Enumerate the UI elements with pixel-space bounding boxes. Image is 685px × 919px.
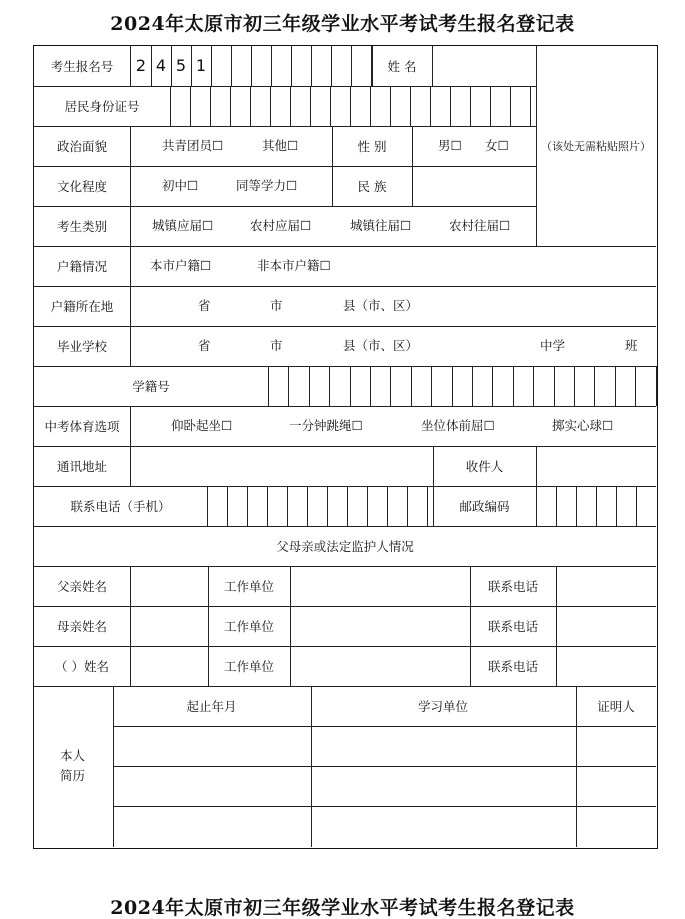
option-female[interactable]: 女☐ bbox=[485, 138, 509, 153]
option-local-hukou[interactable]: 本市户籍☐ bbox=[150, 258, 212, 273]
photo-note: （该处无需粘贴照片） bbox=[541, 140, 651, 153]
option-rope-skipping[interactable]: 一分钟跳绳☐ bbox=[289, 418, 363, 433]
grid-line bbox=[290, 606, 291, 646]
household-label: 户籍情况 bbox=[56, 259, 107, 274]
grid-line bbox=[556, 606, 557, 646]
grid-line bbox=[329, 366, 330, 406]
grid-line bbox=[370, 366, 371, 406]
grid-line bbox=[390, 86, 391, 126]
option-urban-current[interactable]: 城镇应届☐ bbox=[152, 218, 214, 233]
grid-line bbox=[427, 486, 428, 526]
work-unit-label: 工作单位 bbox=[223, 579, 274, 594]
grid-line bbox=[130, 286, 131, 326]
grid-line bbox=[34, 246, 656, 247]
form-title-repeat: 2024年太原市初三年级学业水平考试考生报名登记表 bbox=[110, 897, 575, 919]
grid-line bbox=[470, 86, 471, 126]
father-name-label: 父亲姓名 bbox=[56, 579, 107, 594]
grid-line bbox=[130, 446, 131, 486]
form-title: 2024年太原市初三年级学业水平考试考生报名登记表 bbox=[110, 13, 575, 35]
grid-line bbox=[615, 366, 616, 406]
grid-line bbox=[372, 46, 373, 86]
grid-line bbox=[556, 646, 557, 686]
grid-line bbox=[34, 646, 656, 647]
grid-line bbox=[130, 46, 131, 86]
grid-line bbox=[411, 366, 412, 406]
grid-line bbox=[251, 46, 252, 86]
grid-line bbox=[350, 86, 351, 126]
grid-line bbox=[230, 86, 231, 126]
grid-line bbox=[270, 86, 271, 126]
grid-line bbox=[34, 566, 656, 567]
city-label: 市 bbox=[270, 298, 283, 313]
option-league-member[interactable]: 共青团员☐ bbox=[162, 138, 224, 153]
resume-witness-header: 证明人 bbox=[597, 699, 635, 714]
candidate-type-label: 考生类别 bbox=[56, 219, 107, 234]
grid-line bbox=[311, 686, 312, 847]
grid-line bbox=[207, 486, 208, 526]
grid-line bbox=[171, 46, 172, 86]
pe-option-label: 中考体育选项 bbox=[44, 419, 120, 434]
id-number-label: 居民身份证号 bbox=[64, 99, 140, 114]
grid-line bbox=[307, 486, 308, 526]
grid-line bbox=[291, 46, 292, 86]
name-label: 姓 名 bbox=[387, 59, 417, 74]
grid-line bbox=[130, 326, 131, 366]
grid-line bbox=[34, 366, 656, 367]
grid-line bbox=[370, 86, 371, 126]
grid-line bbox=[450, 86, 451, 126]
grid-line bbox=[290, 566, 291, 606]
grid-line bbox=[351, 46, 352, 86]
grid-line bbox=[510, 86, 511, 126]
grid-line bbox=[208, 566, 209, 606]
postal-code-label: 邮政编码 bbox=[459, 499, 510, 514]
grid-line bbox=[554, 366, 555, 406]
resume-period-header: 起止年月 bbox=[186, 699, 237, 714]
grid-line bbox=[310, 86, 311, 126]
grid-line bbox=[130, 406, 131, 446]
resume-label-line1: 本人 bbox=[60, 748, 86, 763]
province-label: 省 bbox=[198, 338, 211, 353]
option-male[interactable]: 男☐ bbox=[438, 138, 462, 153]
grid-line bbox=[452, 366, 453, 406]
grid-line bbox=[210, 86, 211, 126]
grid-line bbox=[367, 486, 368, 526]
grid-line bbox=[331, 46, 332, 86]
education-label: 文化程度 bbox=[56, 179, 107, 194]
grid-line bbox=[513, 366, 514, 406]
grid-line bbox=[170, 86, 171, 126]
grid-line bbox=[433, 486, 434, 526]
grid-line bbox=[387, 486, 388, 526]
grid-line bbox=[211, 46, 212, 86]
ethnicity-label: 民 族 bbox=[357, 179, 387, 194]
option-rural-current[interactable]: 农村应届☐ bbox=[250, 218, 312, 233]
recipient-label: 收件人 bbox=[465, 459, 504, 474]
grid-line bbox=[390, 366, 391, 406]
grid-line bbox=[330, 86, 331, 126]
grid-line bbox=[151, 46, 152, 86]
grid-line bbox=[432, 46, 433, 86]
grid-line bbox=[656, 366, 657, 406]
grid-line bbox=[130, 566, 131, 606]
grid-line bbox=[113, 726, 656, 727]
grid-line bbox=[130, 606, 131, 646]
grid-line bbox=[530, 86, 531, 126]
grid-line bbox=[208, 646, 209, 686]
grid-line bbox=[191, 46, 192, 86]
grid-line bbox=[287, 486, 288, 526]
grid-line bbox=[130, 126, 131, 166]
grid-line bbox=[470, 646, 471, 686]
mother-name-label: 母亲姓名 bbox=[56, 619, 107, 634]
grid-line bbox=[594, 366, 595, 406]
grid-line bbox=[290, 646, 291, 686]
work-unit-label: 工作单位 bbox=[223, 659, 274, 674]
option-urban-previous[interactable]: 城镇往届☐ bbox=[350, 218, 412, 233]
address-label: 通讯地址 bbox=[56, 459, 107, 474]
exam-number-digit[interactable]: 2 bbox=[135, 56, 147, 75]
political-status-label: 政治面貌 bbox=[56, 139, 107, 154]
county-label: 县（市、区） bbox=[343, 298, 419, 313]
grid-line bbox=[556, 486, 557, 526]
grid-line bbox=[492, 366, 493, 406]
grid-line bbox=[311, 46, 312, 86]
grid-line bbox=[430, 86, 431, 126]
grid-line bbox=[34, 286, 656, 287]
grid-line bbox=[34, 166, 536, 167]
grid-line bbox=[616, 486, 617, 526]
grid-line bbox=[470, 606, 471, 646]
option-nonlocal-hukou[interactable]: 非本市户籍☐ bbox=[257, 258, 331, 273]
contact-phone-label: 联系电话 bbox=[487, 619, 538, 634]
grid-line bbox=[536, 486, 537, 526]
grid-line bbox=[431, 366, 432, 406]
resume-unit-header: 学习单位 bbox=[417, 699, 468, 714]
grid-line bbox=[34, 86, 536, 87]
grid-line bbox=[34, 206, 536, 207]
grid-line bbox=[267, 486, 268, 526]
guardian-section-header: 父母亲或法定监护人情况 bbox=[276, 539, 414, 554]
grid-line bbox=[250, 86, 251, 126]
option-shot-put[interactable]: 掷实心球☐ bbox=[552, 418, 614, 433]
grid-line bbox=[490, 86, 491, 126]
grid-line bbox=[34, 126, 536, 127]
grid-line bbox=[34, 486, 656, 487]
grid-line bbox=[472, 366, 473, 406]
graduation-school-label: 毕业学校 bbox=[56, 339, 107, 354]
option-other[interactable]: 其他☐ bbox=[262, 138, 299, 153]
work-unit-label: 工作单位 bbox=[223, 619, 274, 634]
grid-line bbox=[34, 406, 656, 407]
grid-line bbox=[190, 86, 191, 126]
grid-line bbox=[113, 806, 656, 807]
grid-line bbox=[635, 366, 636, 406]
grid-line bbox=[556, 566, 557, 606]
grid-line bbox=[34, 606, 656, 607]
grid-line bbox=[113, 766, 656, 767]
grid-line bbox=[231, 46, 232, 86]
option-junior-high[interactable]: 初中☐ bbox=[162, 178, 199, 193]
option-equivalent[interactable]: 同等学力☐ bbox=[236, 178, 298, 193]
grid-line bbox=[412, 126, 413, 206]
contact-phone-label: 联系电话 bbox=[487, 579, 538, 594]
grid-line bbox=[113, 686, 114, 847]
exam-number-digit[interactable]: 4 bbox=[155, 56, 167, 75]
student-number-label: 学籍号 bbox=[132, 379, 170, 394]
grid-line bbox=[208, 606, 209, 646]
grid-line bbox=[130, 246, 131, 286]
grid-line bbox=[574, 366, 575, 406]
exam-number-digit[interactable]: 1 bbox=[195, 56, 207, 75]
grid-line bbox=[290, 86, 291, 126]
resume-label-line2: 简历 bbox=[60, 768, 86, 783]
option-rural-previous[interactable]: 农村往届☐ bbox=[449, 218, 511, 233]
county-label: 县（市、区） bbox=[343, 338, 419, 353]
school-suffix: 中学 bbox=[540, 338, 566, 353]
grid-line bbox=[309, 366, 310, 406]
phone-label: 联系电话（手机） bbox=[70, 499, 171, 514]
other-guardian-name-label: （ ）姓名 bbox=[55, 659, 109, 674]
class-suffix: 班 bbox=[625, 338, 638, 353]
grid-line bbox=[130, 166, 131, 206]
city-label: 市 bbox=[270, 338, 283, 353]
grid-line bbox=[410, 86, 411, 126]
grid-line bbox=[271, 46, 272, 86]
grid-line bbox=[596, 486, 597, 526]
province-label: 省 bbox=[198, 298, 211, 313]
grid-line bbox=[407, 486, 408, 526]
grid-line bbox=[636, 486, 637, 526]
grid-line bbox=[536, 46, 537, 246]
grid-line bbox=[288, 366, 289, 406]
grid-line bbox=[34, 526, 656, 527]
grid-line bbox=[34, 446, 656, 447]
grid-line bbox=[227, 486, 228, 526]
hukou-location-label: 户籍所在地 bbox=[50, 299, 114, 314]
grid-line bbox=[533, 366, 534, 406]
option-situps[interactable]: 仰卧起坐☐ bbox=[171, 418, 233, 433]
grid-line bbox=[433, 446, 434, 486]
grid-line bbox=[34, 326, 656, 327]
grid-line bbox=[576, 486, 577, 526]
grid-line bbox=[576, 686, 577, 847]
contact-phone-label: 联系电话 bbox=[487, 659, 538, 674]
grid-line bbox=[470, 566, 471, 606]
grid-line bbox=[332, 126, 333, 206]
option-sit-reach[interactable]: 坐位体前屈☐ bbox=[421, 418, 495, 433]
gender-label: 性 别 bbox=[357, 139, 387, 154]
exam-number-digit[interactable]: 5 bbox=[175, 56, 187, 75]
grid-line bbox=[130, 646, 131, 686]
grid-line bbox=[34, 686, 656, 687]
grid-line bbox=[327, 486, 328, 526]
grid-line bbox=[347, 486, 348, 526]
exam-number-label: 考生报名号 bbox=[50, 59, 114, 74]
grid-line bbox=[247, 486, 248, 526]
grid-line bbox=[268, 366, 269, 406]
grid-line bbox=[536, 446, 537, 486]
grid-line bbox=[130, 206, 131, 246]
grid-line bbox=[350, 366, 351, 406]
